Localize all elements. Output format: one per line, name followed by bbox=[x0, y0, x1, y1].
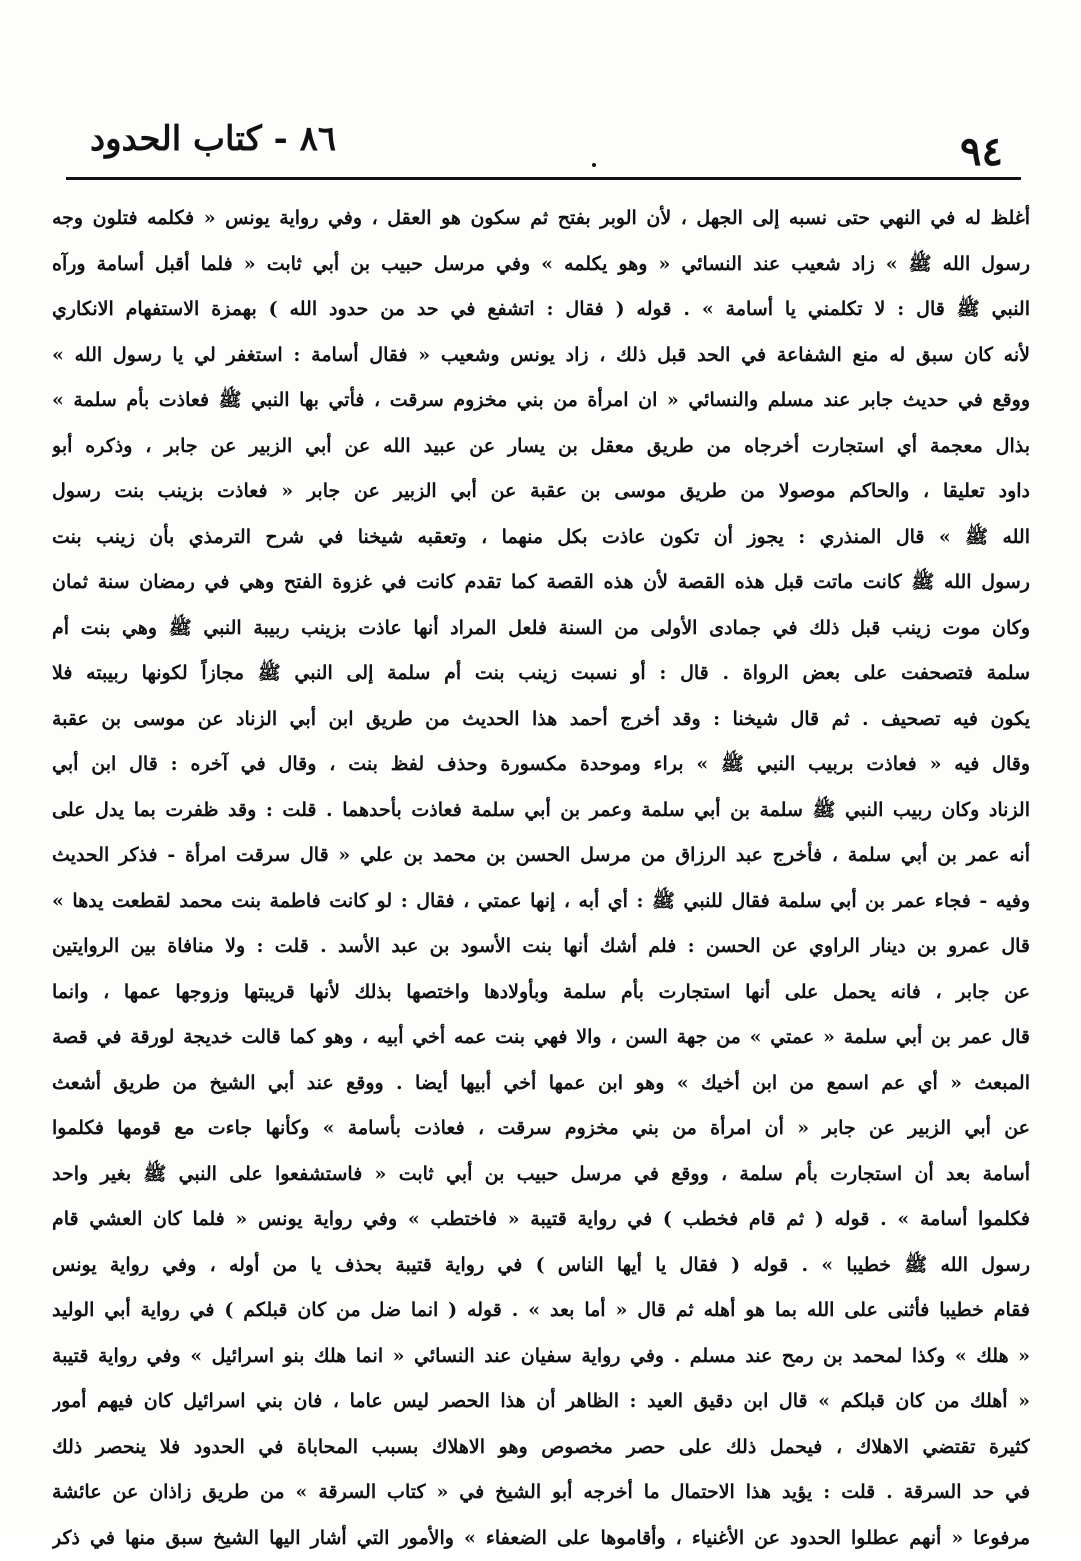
text-line: قال عمر بن أبي سلمة « عمتي » من جهة السن ، والا فهي بنت عمه أخي أبيه ، وهو كما قالت خديجة لورقة في قصة bbox=[52, 1015, 1030, 1061]
text-line: في حد السرقة . قلت : يؤيد هذا الاحتمال ما أخرجه أبو الشيخ في « كتاب السرقة » من طريق زاذان عن عائشة bbox=[52, 1470, 1030, 1516]
text-line: النبي ﷺ قال : لا تكلمني يا أسامة » . قوله ( فقال : اتشفع في حد من حدود الله ) بهمزة الاستفهام الانكاري bbox=[52, 287, 1030, 333]
text-line: الزناد وكان ربيب النبي ﷺ سلمة بن أبي سلمة وعمر بن أبي سلمة فعاذت بأحدهما . قلت : وقد ظفرت بما يدل على bbox=[52, 788, 1030, 834]
text-line: قال عمرو بن دينار الراوي عن الحسن : فلم أشك أنها بنت الأسود بن عبد الأسد . قلت : ولا منافاة بين الروايتين bbox=[52, 924, 1030, 970]
text-line: يكون فيه تصحيف . ثم قال شيخنا : وقد أخرج أحمد هذا الحديث من طريق ابن أبي الزناد عن موسى بن عقبة bbox=[52, 697, 1030, 743]
text-line: بذال معجمة أي استجارت أخرجاه من طريق معقل بن يسار عن عبيد الله عن أبي الزبير عن جابر ، وذكره أبو bbox=[52, 424, 1030, 470]
text-line: كثيرة تقتضي الاهلاك ، فيحمل ذلك على حصر مخصوص وهو الاهلاك بسبب المحاباة في الحدود فلا ينحصر ذلك bbox=[52, 1425, 1030, 1471]
text-line: « هلك » وكذا لمحمد بن رمح عند مسلم . وفي رواية سفيان عند النسائي « انما هلك بنو اسرائيل » وفي رواية قتيبة bbox=[52, 1334, 1030, 1380]
text-line: رسول الله ﷺ خطيبا » . قوله ( فقال يا أيها الناس ) في رواية قتيبة بحذف يا من أوله ، وفي رواية يونس bbox=[52, 1243, 1030, 1289]
text-line: ووقع في حديث جابر عند مسلم والنسائي « ان امرأة من بني مخزوم سرقت ، فأتي بها النبي ﷺ فعاذت بأم سلمة » bbox=[52, 378, 1030, 424]
header-rule bbox=[66, 177, 1021, 180]
text-line: الله ﷺ » قال المنذري : يجوز أن تكون عاذت بكل منهما ، وتعقبه شيخنا في شرح الترمذي بأن زينب بنت bbox=[52, 515, 1030, 561]
text-line: أنه عمر بن أبي سلمة ، فأخرج عبد الرزاق من مرسل الحسن بن محمد بن علي « قال سرقت امرأة - فذكر الحديث bbox=[52, 833, 1030, 879]
text-line: سلمة فتصحفت على بعض الرواة . قال : أو نسبت زينب بنت أم سلمة إلى النبي ﷺ مجازاً لكونها ربيبته فلا bbox=[52, 651, 1030, 697]
body-text bbox=[52, 196, 1030, 1561]
text-line: داود تعليقا ، والحاكم موصولا من طريق موسى بن عقبة عن أبي الزبير عن جابر « فعاذت بزينب بنت رسول bbox=[52, 469, 1030, 515]
running-header-chapter: ٨٦ - كتاب الحدود bbox=[90, 122, 336, 156]
page-number: ٩٤ bbox=[960, 132, 1003, 172]
text-line: عن أبي الزبير عن جابر « أن امرأة من بني مخزوم سرقت ، فعاذت بأسامة » وكأنها جاءت مع قومها فكلموا bbox=[52, 1106, 1030, 1152]
text-line: عن جابر ، فانه يحمل على أنها استجارت بأم سلمة وبأولادها واختصها بذلك لأنها قريبتها وزوجها عمها ، وانما bbox=[52, 970, 1030, 1016]
text-line: فكلموا أسامة » . قوله ( ثم قام فخطب ) في رواية قتيبة « فاختطب » وفي رواية يونس « فلما كان العشي قام bbox=[52, 1197, 1030, 1243]
header-dot bbox=[592, 163, 596, 167]
text-line: أسامة بعد أن استجارت بأم سلمة ، ووقع في مرسل حبيب بن أبي ثابت « فاستشفعوا على النبي ﷺ بغير واحد bbox=[52, 1152, 1030, 1198]
text-line: « أهلك من كان قبلكم » قال ابن دقيق العيد : الظاهر أن هذا الحصر ليس عاما ، فان بني اسرائيل كان فيهم أمور bbox=[52, 1379, 1030, 1425]
text-line: أغلظ له في النهي حتى نسبه إلى الجهل ، لأن الوبر بفتح ثم سكون هو العقل ، وفي رواية يونس « فكلمه فتلون وجه bbox=[52, 196, 1030, 242]
text-line: المبعث « أي عم اسمع من ابن أخيك » وهو ابن عمها أخي أبيها أيضا . ووقع عند أبي الشيخ من طريق أشعث bbox=[52, 1061, 1030, 1107]
text-line: فقام خطيبا فأثنى على الله بما هو أهله ثم قال « أما بعد » . قوله ( انما ضل من كان قبلكم ) في رواية أبي الوليد bbox=[52, 1288, 1030, 1334]
text-line: مرفوعا « أنهم عطلوا الحدود عن الأغنياء ، وأقاموها على الضعفاء » والأمور التي أشار اليها الشيخ سبق منها في ذكر bbox=[52, 1516, 1030, 1561]
text-line: وفيه - فجاء عمر بن أبي سلمة فقال للنبي ﷺ : أي أبه ، إنها عمتي ، فقال : لو كانت فاطمة بنت محمد لقطعت يدها » bbox=[52, 879, 1030, 925]
text-line: رسول الله ﷺ كانت ماتت قبل هذه القصة لأن هذه القصة كما تقدم كانت في غزوة الفتح وهي في رمضان سنة ثمان bbox=[52, 560, 1030, 606]
text-line: رسول الله ﷺ » زاد شعيب عند النسائي « وهو يكلمه » وفي مرسل حبيب بن أبي ثابت « فلما أقبل أسامة ورآه bbox=[52, 242, 1030, 288]
text-line: لأنه كان سبق له منع الشفاعة في الحد قبل ذلك ، زاد يونس وشعيب « فقال أسامة : استغفر لي يا رسول الله » bbox=[52, 333, 1030, 379]
text-line: وقال فيه « فعاذت بربيب النبي ﷺ » براء وموحدة مكسورة وحذف لفظ بنت ، وقال في آخره : قال ابن أبي bbox=[52, 742, 1030, 788]
text-line: وكان موت زينب قبل ذلك في جمادى الأولى من السنة فلعل المراد أنها عاذت بزينب ربيبة النبي ﷺ وهي بنت أم bbox=[52, 606, 1030, 652]
